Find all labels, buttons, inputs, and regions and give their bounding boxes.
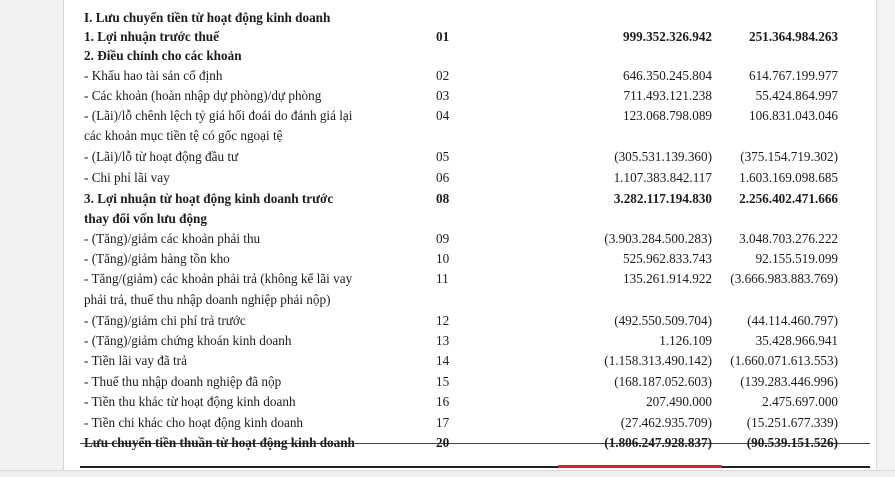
statement-row [80, 66, 870, 86]
current-year-value: (168.187.052.603) [614, 374, 712, 389]
statement-row [80, 147, 870, 167]
statement-row [80, 46, 870, 66]
current-year-value: 135.261.914.922 [622, 271, 712, 286]
highlight-underline [558, 465, 722, 468]
statement-row [80, 433, 870, 453]
row-label: - (Tăng)/giảm hàng tồn kho [84, 251, 230, 266]
row-label: phải trả, thuế thu nhập doanh nghiệp phải nộp) [84, 292, 331, 307]
row-code: 04 [436, 108, 450, 123]
current-year-value: 1.107.383.842.117 [613, 170, 712, 185]
current-year-value: 1.126.109 [659, 333, 712, 348]
current-year-value: (3.903.284.500.283) [604, 231, 712, 246]
row-label: 1. Lợi nhuận trước thuế [84, 29, 219, 44]
row-label: I. Lưu chuyển tiền từ hoạt động kinh doanh [84, 10, 331, 25]
statement-row [80, 269, 870, 289]
current-year-value: 999.352.326.942 [622, 29, 712, 44]
current-year-value: 207.490.000 [646, 394, 712, 409]
statement-row [80, 392, 870, 412]
row-code: 16 [436, 394, 450, 409]
row-label: - Thuế thu nhập doanh nghiệp đã nộp [84, 374, 282, 389]
row-code: 20 [436, 435, 450, 450]
row-label: thay đổi vốn lưu động [84, 211, 207, 226]
row-code: 11 [436, 271, 449, 286]
row-code: 02 [436, 68, 450, 83]
statement-row [80, 290, 870, 310]
current-year-value: (492.550.509.704) [614, 313, 712, 328]
prior-year-value: (3.666.983.883.769) [730, 271, 838, 286]
prior-year-value: 106.831.043.046 [748, 108, 838, 123]
current-year-value: 525.962.833.743 [622, 251, 712, 266]
row-label: - Tiền chi khác cho hoạt động kinh doanh [84, 415, 304, 430]
statement-row [80, 168, 870, 188]
statement-row [80, 86, 870, 106]
row-code: 13 [436, 333, 450, 348]
statement-row [80, 331, 870, 351]
row-label: - Các khoản (hoàn nhập dự phòng)/dự phòng [84, 88, 322, 103]
row-code: 09 [436, 231, 450, 246]
row-label: - Tăng/(giảm) các khoản phải trả (không kể lãi vay [84, 271, 353, 286]
current-year-value: 3.282.117.194.830 [613, 191, 712, 206]
statement-row [80, 106, 870, 126]
row-label: 3. Lợi nhuận từ hoạt động kinh doanh trước [84, 191, 334, 206]
cash-flow-statement [80, 0, 870, 470]
row-label: - (Lãi)/lỗ chênh lệch tỷ giá hối đoái do đánh giá lại [84, 108, 353, 123]
row-label: - Tiền thu khác từ hoạt động kinh doanh [84, 394, 296, 409]
statement-row [80, 126, 870, 146]
statement-row [80, 311, 870, 331]
prior-year-value: (375.154.719.302) [740, 149, 838, 164]
statement-row [80, 209, 870, 229]
prior-year-value: (1.660.071.613.553) [730, 353, 838, 368]
statement-row [80, 249, 870, 269]
row-code: 03 [436, 88, 450, 103]
statement-row [80, 351, 870, 371]
row-code: 01 [436, 29, 450, 44]
prior-year-value: 614.767.199.977 [748, 68, 838, 83]
prior-year-value: 55.424.864.997 [755, 88, 838, 103]
current-year-value: (305.531.139.360) [614, 149, 712, 164]
prior-year-value: 1.603.169.098.685 [739, 170, 838, 185]
prior-year-value: 35.428.966.941 [755, 333, 838, 348]
current-year-value: 123.068.798.089 [622, 108, 712, 123]
row-label: - (Lãi)/lỗ từ hoạt động đầu tư [84, 149, 239, 164]
prior-year-value: 92.155.519.099 [755, 251, 838, 266]
total-rule-bottom [80, 466, 870, 468]
row-code: 15 [436, 374, 450, 389]
prior-year-value: (90.539.151.526) [746, 435, 838, 450]
current-year-value: (1.158.313.490.142) [604, 353, 712, 368]
statement-row [80, 413, 870, 433]
current-year-value: 711.493.121.238 [623, 88, 712, 103]
current-year-value: (27.462.935.709) [620, 415, 712, 430]
row-label: - Chi phí lãi vay [84, 170, 170, 185]
row-label: - Tiền lãi vay đã trả [84, 353, 187, 368]
statement-row [80, 27, 870, 47]
left-margin-border [63, 0, 64, 476]
statement-row [80, 8, 870, 28]
statement-row [80, 372, 870, 392]
row-label: - Khấu hao tài sản cố định [84, 68, 223, 83]
row-label: Lưu chuyển tiền thuần từ hoạt động kinh doanh [84, 435, 355, 450]
row-label: - (Tăng)/giảm chứng khoán kinh doanh [84, 333, 292, 348]
row-label: - (Tăng)/giảm các khoản phải thu [84, 231, 261, 246]
prior-year-value: (44.114.460.797) [747, 313, 838, 328]
prior-year-value: (139.283.446.996) [740, 374, 838, 389]
row-label: 2. Điều chỉnh cho các khoản [84, 48, 242, 63]
statement-row [80, 229, 870, 249]
prior-year-value: 3.048.703.276.222 [739, 231, 838, 246]
row-code: 10 [436, 251, 450, 266]
current-year-value: (1.806.247.928.837) [604, 435, 712, 450]
row-code: 08 [436, 191, 450, 206]
current-year-value: 646.350.245.804 [622, 68, 712, 83]
row-label: các khoản mục tiền tệ có gốc ngoại tệ [84, 128, 283, 143]
prior-year-value: 2.256.402.471.666 [739, 191, 838, 206]
row-code: 17 [436, 415, 450, 430]
row-code: 06 [436, 170, 450, 185]
right-margin [876, 0, 895, 476]
row-code: 05 [436, 149, 450, 164]
prior-year-value: (15.251.677.339) [746, 415, 838, 430]
statement-row [80, 189, 870, 209]
prior-year-value: 2.475.697.000 [762, 394, 838, 409]
prior-year-value: 251.364.984.263 [748, 29, 838, 44]
row-code: 12 [436, 313, 450, 328]
row-code: 14 [436, 353, 450, 368]
row-label: - (Tăng)/giảm chi phí trả trước [84, 313, 246, 328]
left-margin [0, 0, 63, 476]
